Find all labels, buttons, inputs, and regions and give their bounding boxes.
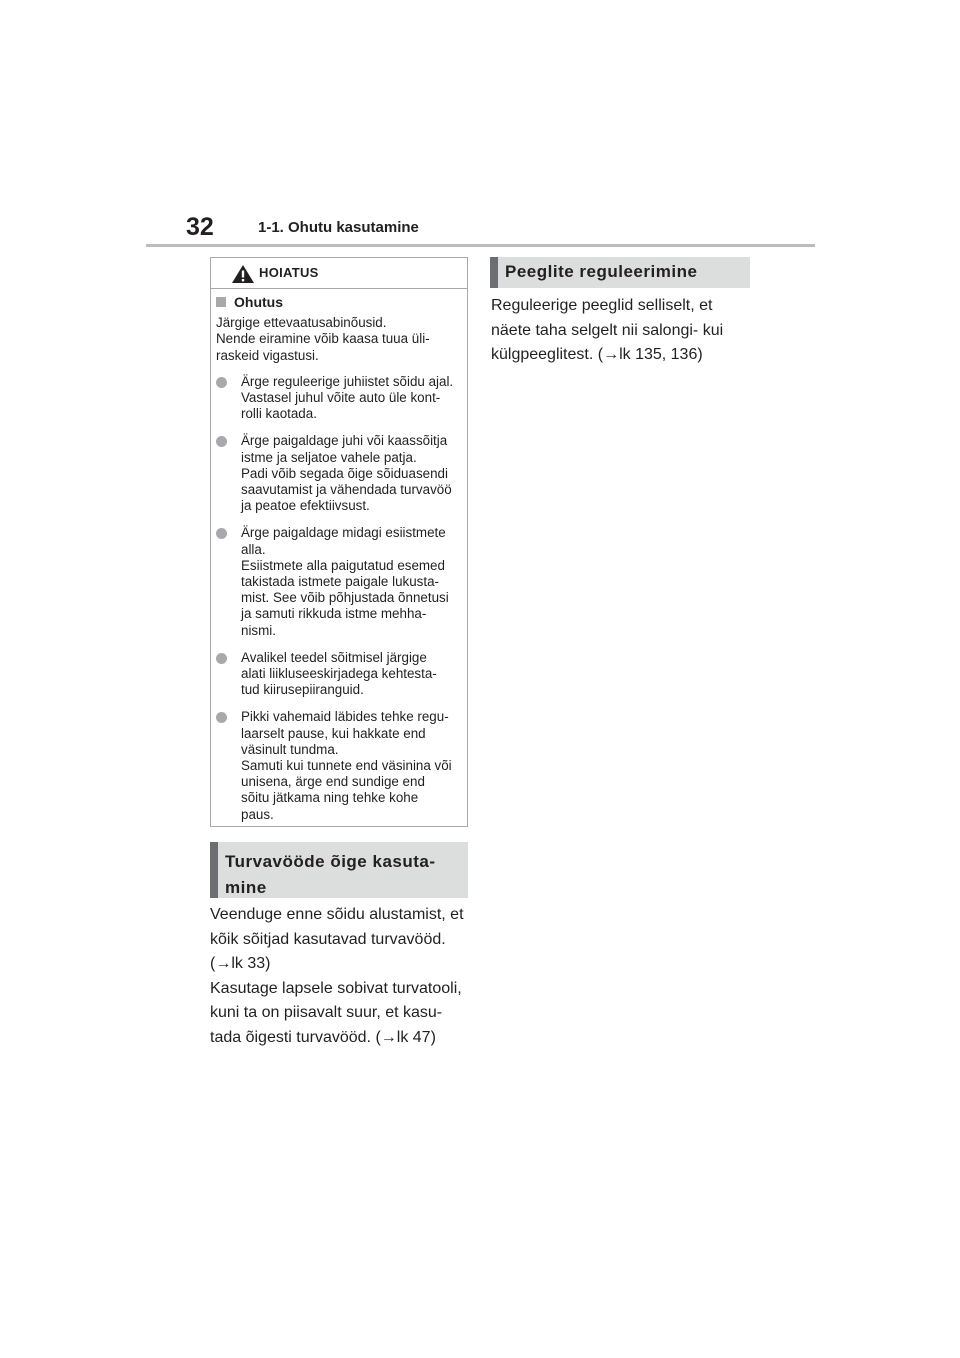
seatbelt-text: Veenduge enne sõidu alustamist, et kõik sõitjad kasutavad turvavööd. (→lk 33) Kasutage lapsele sobivat turvatooli, kuni ta on piisavalt suur, et kasu- tada õigesti turvavööd. (→lk 47) — [210, 906, 464, 1046]
warning-intro: Järgige ettevaatusabinõusid. Nende eiramine võib kaasa tuua üli- raskeid vigastusi. — [216, 315, 430, 363]
warning-header — [211, 258, 467, 289]
circle-bullet-icon — [216, 436, 227, 447]
mirrors-text: Reguleerige peeglid selliselt, et näete taha selgelt nii salongi- kui külgpeeglitest. (→lk 135, 136) — [491, 297, 724, 363]
page-number: 32 — [186, 213, 214, 241]
warning-item — [216, 650, 461, 699]
warning-item — [216, 525, 461, 638]
warning-item-text: Ärge reguleerige juhiistet sõidu ajal. Vastasel juhul võite auto üle kont- rolli kaotada. — [241, 373, 454, 422]
header-rule — [146, 244, 815, 247]
warning-item-text: Ärge paigaldage midagi esiistmete alla. Esiistmete alla paigutatud esemed takistada istmete paigale lukusta- mist. See võib põhjustada õnnetusi ja samuti rikkuda istme mehha- nismi. — [241, 525, 449, 638]
warning-item-text: Avalikel teedel sõitmisel järgige alati liikluseeskirjadega kehtesta- tud kiirusepiiranguid. — [241, 649, 437, 698]
warning-item — [216, 709, 461, 822]
seatbelt-heading: Turvavööde õige kasuta- mine — [210, 842, 468, 898]
square-bullet-icon — [216, 297, 226, 307]
circle-bullet-icon — [216, 653, 227, 664]
section-title: 1-1. Ohutu kasutamine — [258, 219, 419, 236]
warning-subhead — [216, 294, 461, 310]
warning-item-text: Ärge paigaldage juhi või kaassõitja istme ja seljatoe vahele patja. Padi võib segada õige sõiduasendi saavutamist ja vähendada turvavöö ja peatoe efektiivsust. — [241, 433, 452, 514]
warning-body — [211, 289, 467, 823]
warning-box — [210, 257, 468, 827]
circle-bullet-icon — [216, 528, 227, 539]
mirrors-heading: Peeglite reguleerimine — [490, 257, 750, 288]
warning-item — [216, 374, 461, 423]
warning-item — [216, 433, 461, 514]
warning-triangle-icon — [231, 264, 255, 284]
circle-bullet-icon — [216, 377, 227, 388]
warning-subhead-text: Ohutus — [234, 294, 283, 310]
warning-label: HOIATUS — [259, 265, 319, 280]
warning-item-text: Pikki vahemaid läbides tehke regu- laarselt pause, kui hakkate end väsinult tundma. Samuti kui tunnete end väsinina või unisena, ärge end sundige end sõitu jätkama ning tehke kohe paus. — [241, 709, 452, 822]
circle-bullet-icon — [216, 712, 227, 723]
